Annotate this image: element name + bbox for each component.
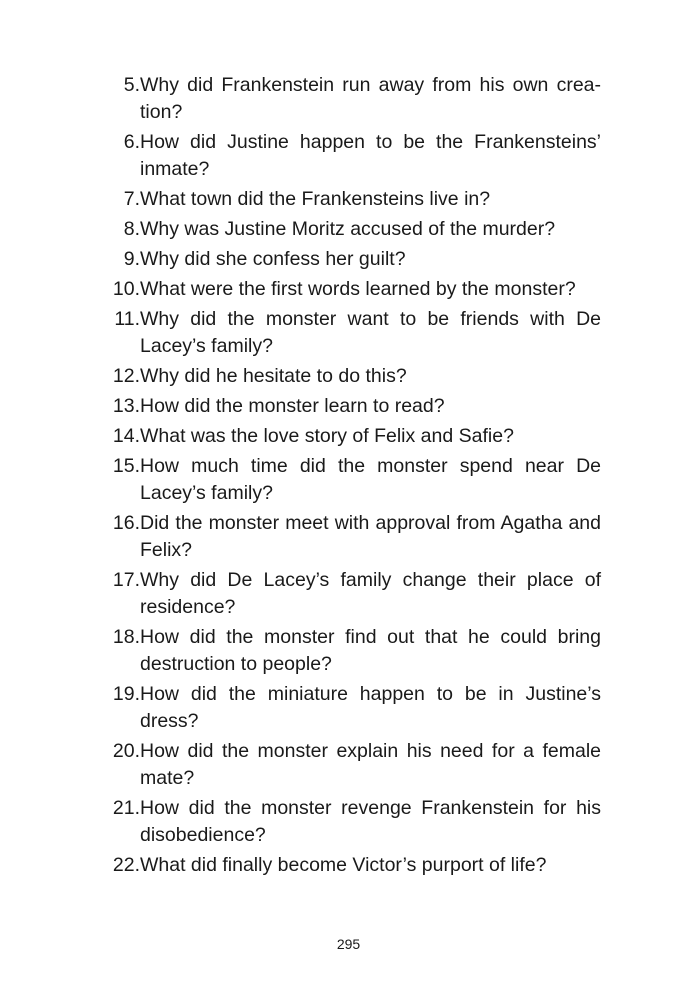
question-text: What town did the Frankensteins live in? <box>140 188 491 210</box>
question-number: 19. <box>112 683 140 705</box>
question-text: How much time did the monster spend near De Lacey’s family? <box>140 455 601 504</box>
question-number: 17. <box>112 569 140 591</box>
question-item <box>103 453 601 507</box>
question-text: Why did he hesitate to do this? <box>140 365 407 387</box>
question-text: How did the monster learn to read? <box>140 395 445 417</box>
question-number: 6. <box>123 131 140 153</box>
question-text: Why did De Lacey’s family change their place of residence? <box>140 569 601 618</box>
question-text: Why was Justine Moritz accused of the murder? <box>140 218 556 240</box>
question-item <box>103 276 601 303</box>
question-text: What was the love story of Felix and Safie? <box>140 425 514 447</box>
question-number: 11. <box>114 308 140 330</box>
question-item <box>103 246 601 273</box>
question-number: 12. <box>112 365 140 387</box>
question-number: 9. <box>123 248 140 270</box>
question-item <box>103 738 601 792</box>
question-text: Why did Frankenstein run away from his own crea-tion? <box>140 74 601 123</box>
question-list <box>103 72 601 882</box>
question-item <box>103 216 601 243</box>
question-item <box>103 567 601 621</box>
question-item <box>103 510 601 564</box>
question-text: What did finally become Victor’s purport of life? <box>140 854 547 876</box>
question-item <box>103 624 601 678</box>
question-item <box>103 186 601 213</box>
question-number: 20. <box>112 740 140 762</box>
question-number: 8. <box>123 218 140 240</box>
question-item <box>103 72 601 126</box>
question-number: 5. <box>123 74 140 96</box>
question-item <box>103 129 601 183</box>
question-number: 15. <box>112 455 140 477</box>
question-text: Why did the monster want to be friends with De Lacey’s family? <box>140 308 601 357</box>
question-item <box>103 363 601 390</box>
question-text: How did Justine happen to be the Frankensteins’ inmate? <box>140 131 601 180</box>
question-number: 10. <box>112 278 140 300</box>
question-item <box>103 423 601 450</box>
question-text: How did the monster find out that he could bring destruction to people? <box>140 626 601 675</box>
question-item <box>103 393 601 420</box>
question-text: How did the monster explain his need for a female mate? <box>140 740 601 789</box>
question-number: 7. <box>123 188 140 210</box>
question-item <box>103 795 601 849</box>
question-item <box>103 852 601 879</box>
question-item <box>103 306 601 360</box>
question-text: What were the first words learned by the monster? <box>140 278 576 300</box>
question-number: 13. <box>112 395 140 417</box>
question-text: How did the monster revenge Frankenstein for his disobedience? <box>140 797 601 846</box>
question-text: How did the miniature happen to be in Justine’s dress? <box>140 683 601 732</box>
question-text: Why did she confess her guilt? <box>140 248 406 270</box>
question-number: 16. <box>112 512 140 534</box>
question-number: 21. <box>112 797 140 819</box>
question-item <box>103 681 601 735</box>
question-number: 18. <box>112 626 140 648</box>
question-number: 22. <box>112 854 140 876</box>
question-text: Did the monster meet with approval from Agatha and Felix? <box>140 512 601 561</box>
question-number: 14. <box>112 425 140 447</box>
page-number: 295 <box>336 936 361 952</box>
